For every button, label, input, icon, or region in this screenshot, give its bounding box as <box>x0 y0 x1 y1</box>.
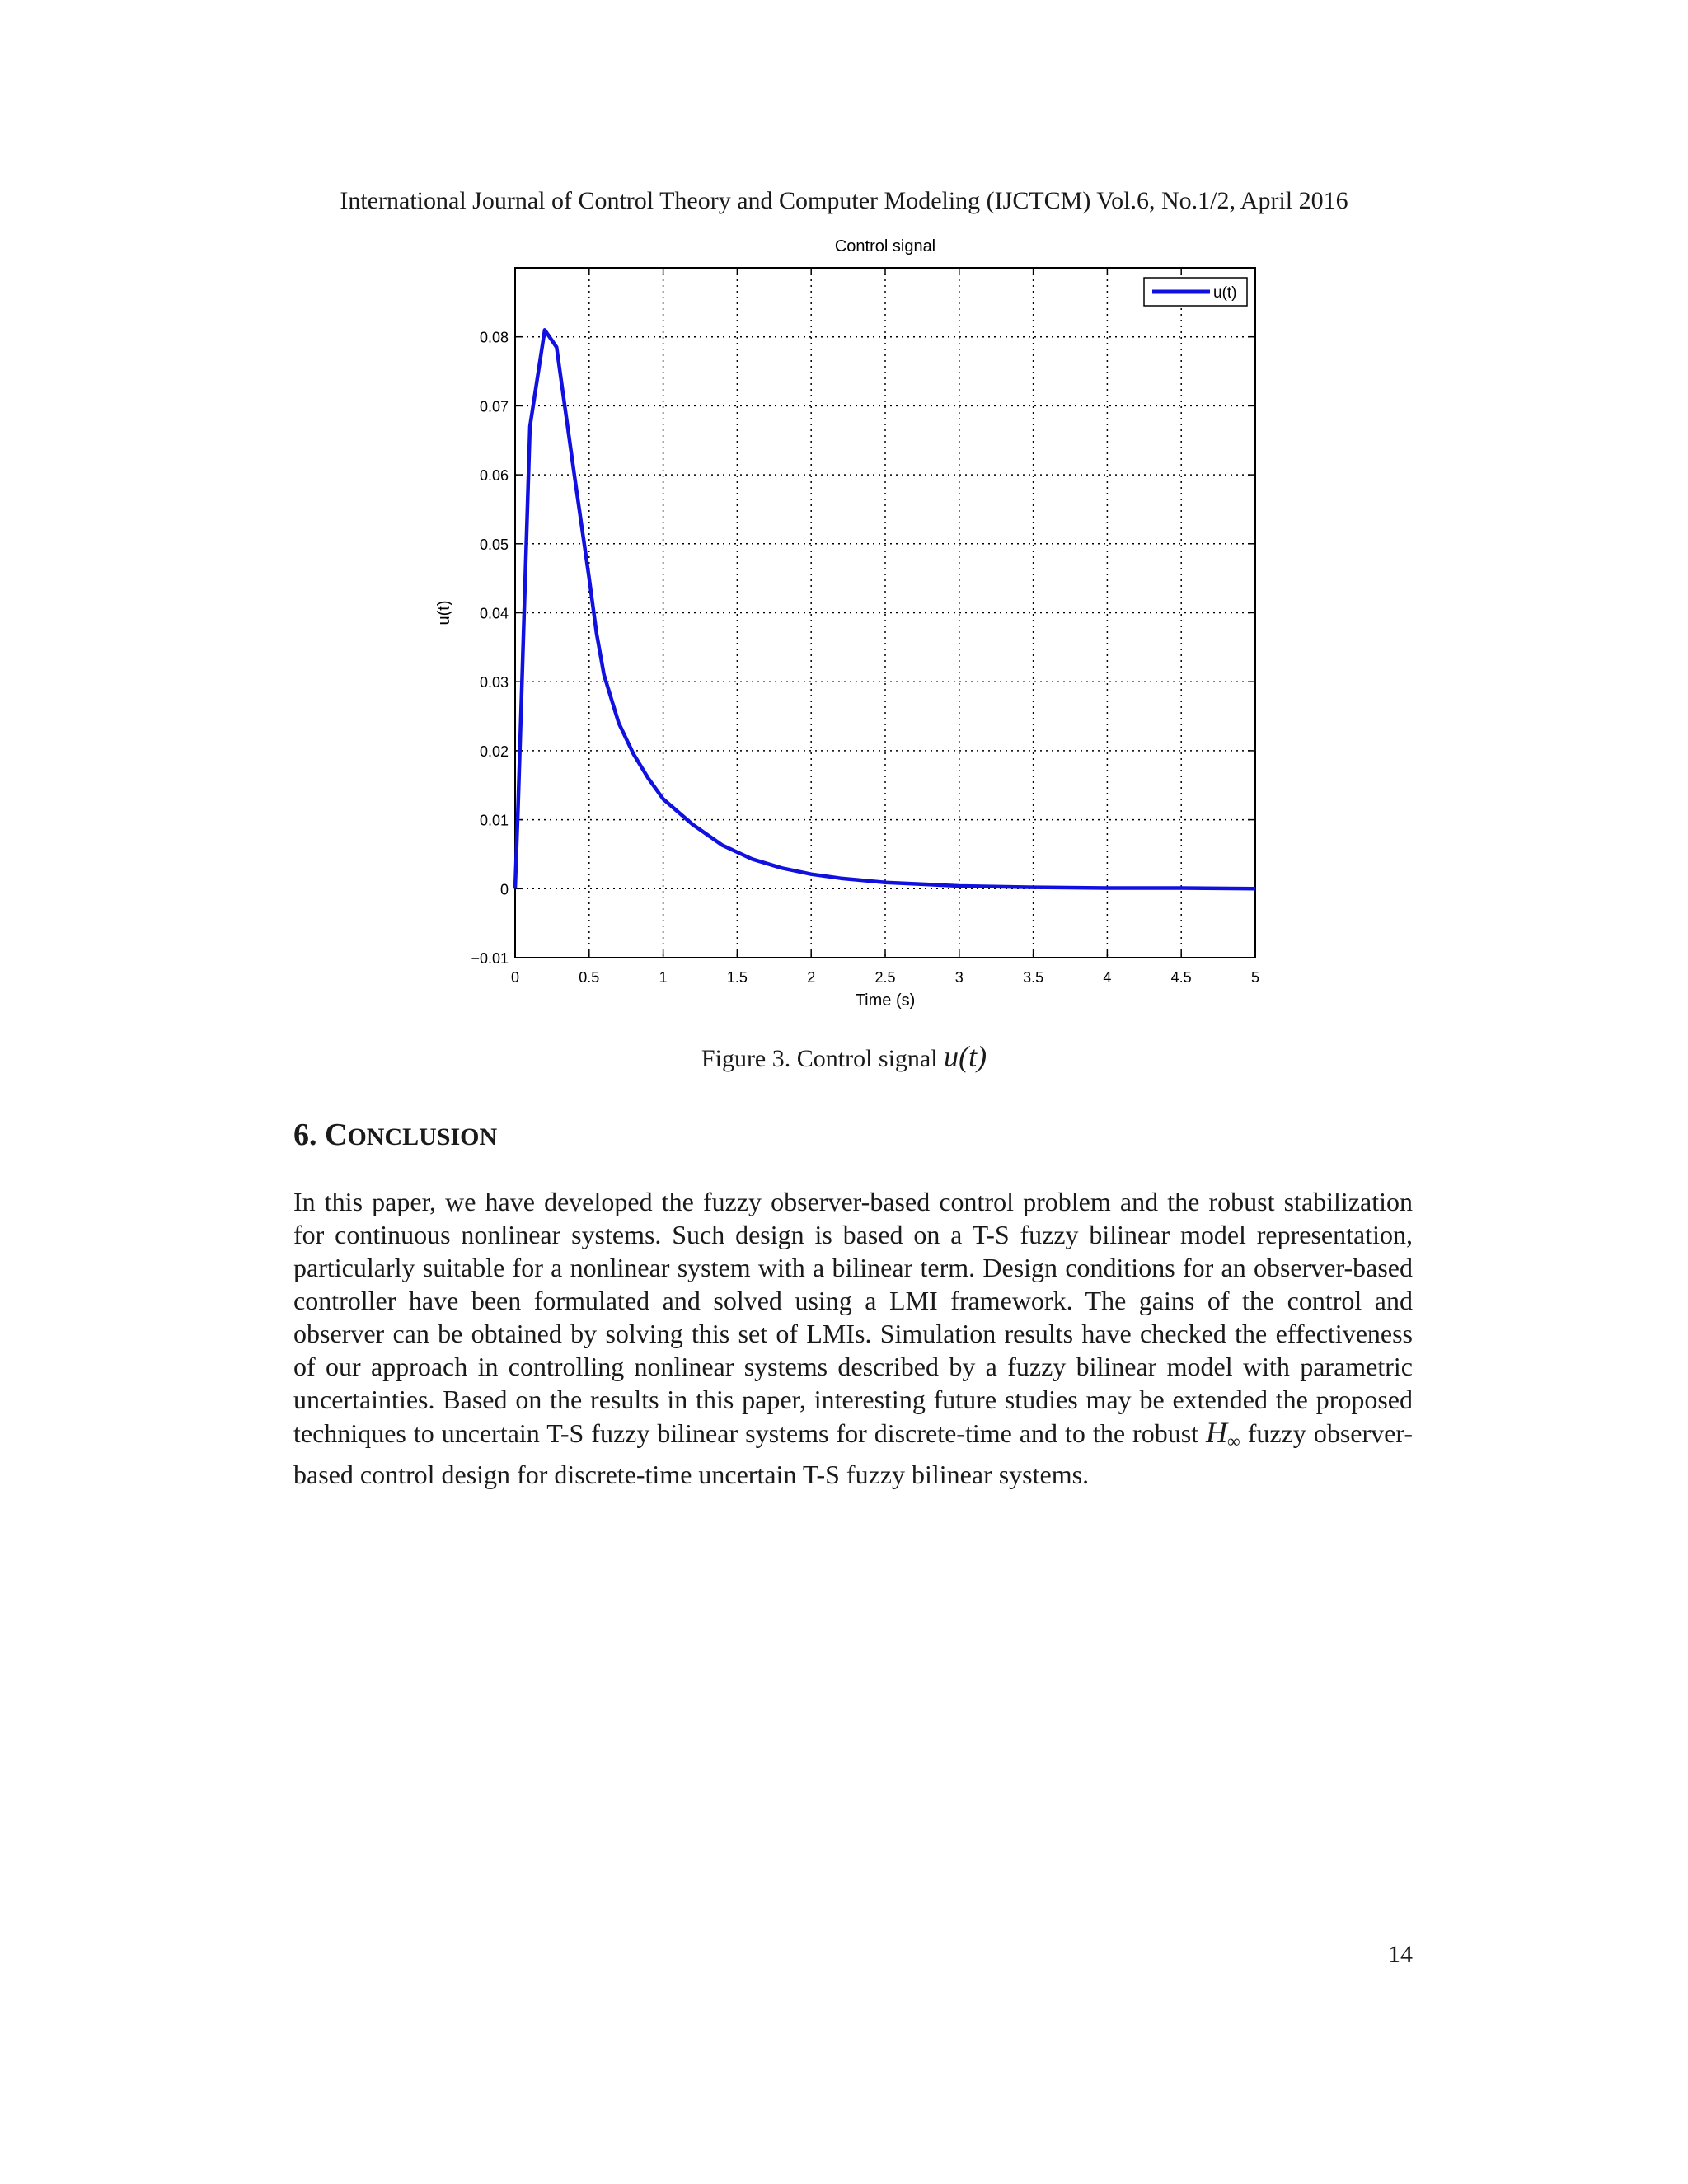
x-tick-label: 4.5 <box>1170 969 1192 986</box>
running-header: International Journal of Control Theory and Computer Modeling (IJCTCM) Vol.6, No.1/2, April 2016 <box>340 187 1348 214</box>
y-tick-label: 0.03 <box>479 674 509 691</box>
y-tick-label: 0.01 <box>479 812 509 829</box>
section-title-initial: C <box>325 1118 348 1152</box>
section-title-rest: ONCLUSION <box>347 1123 498 1151</box>
y-axis-label: u(t) <box>435 600 453 626</box>
figure-caption <box>0 1040 1688 1076</box>
y-tick-label: 0.08 <box>479 329 509 346</box>
y-tick-label: −0.01 <box>471 950 509 967</box>
x-tick-label: 1.5 <box>726 969 748 986</box>
chart-title: Control signal <box>834 237 936 255</box>
conclusion-text-part-2: fuzzy observer-based control design for discrete-time uncertain T-S fuzzy bilinear systems. <box>293 1418 1414 1489</box>
x-axis-label: Time (s) <box>855 991 916 1010</box>
y-tick-label: 0.05 <box>479 536 509 553</box>
x-tick-label: 1 <box>659 969 668 986</box>
conclusion-text-part-1: In this paper, we have developed the fuzzy observer-based control problem and the robust stabilization for continuous nonlinear systems. Such design is based on a T-S fuzzy bilinear model representation, particularly suitable for a nonlinear system with a bilinear term. Design conditions for an observer-based controller have been formulated and solved using a LMI framework. The gains of the control and observer can be obtained by solving this set of LMIs. Simulation results have checked the effectiveness of our approach in controlling nonlinear systems described by a fuzzy bilinear model with parametric uncertainties. Based on the results in this paper, interesting future studies may be extended the proposed techniques to uncertain T-S fuzzy bilinear systems for discrete-time and to the robust <box>293 1187 1413 1448</box>
control-signal-chart <box>420 227 1311 1014</box>
section-heading <box>293 1116 497 1156</box>
x-tick-label: 5 <box>1250 969 1260 986</box>
y-tick-label: 0.07 <box>479 398 509 415</box>
x-tick-label: 0 <box>510 969 520 986</box>
y-tick-label: 0.06 <box>479 467 509 485</box>
figure-caption-math: u(t) <box>944 1040 987 1073</box>
figure-caption-text: Figure 3. Control signal <box>701 1045 945 1072</box>
page-number: 14 <box>1388 1941 1413 1968</box>
x-tick-label: 3 <box>954 969 964 986</box>
x-tick-label: 4 <box>1103 969 1112 986</box>
x-tick-label: 2 <box>807 969 816 986</box>
y-tick-label: 0.04 <box>479 605 509 622</box>
x-axis-tick-labels <box>511 969 1259 986</box>
chart-grid <box>515 268 1255 958</box>
chart-legend <box>1144 278 1247 306</box>
x-tick-label: 3.5 <box>1023 969 1044 986</box>
x-tick-label: 0.5 <box>579 969 600 986</box>
conclusion-paragraph <box>293 1185 1413 1491</box>
y-tick-label: 0 <box>499 881 509 898</box>
section-number: 6. <box>293 1118 325 1152</box>
x-tick-label: 2.5 <box>874 969 896 986</box>
h-infinity-subscript: ∞ <box>1227 1431 1240 1451</box>
y-tick-label: 0.02 <box>479 743 509 760</box>
h-infinity-symbol: H <box>1206 1416 1228 1449</box>
y-axis-tick-labels <box>471 330 509 967</box>
legend-label-u-t: u(t) <box>1213 284 1237 302</box>
